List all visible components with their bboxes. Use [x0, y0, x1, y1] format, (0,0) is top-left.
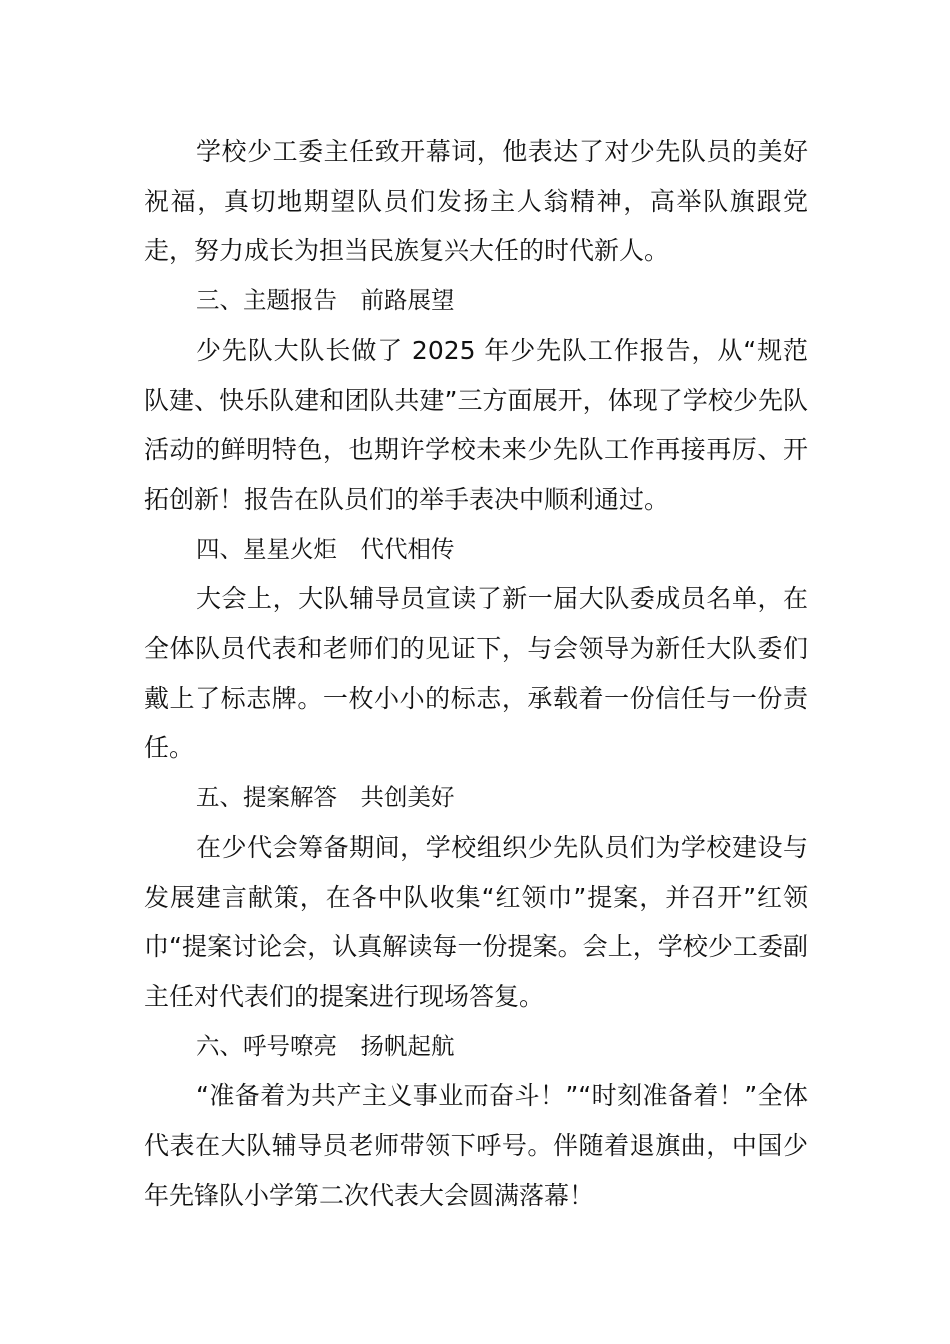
paragraph-work-report: 少先队大队长做了 2025 年少先队工作报告，从“规范队建、快乐队建和团队共建”三方面展开，体现了学校少先队活动的鲜明特色，也期许学校未来少先队工作再接再厉、开拓创新！报告在队员们的举手表决中顺利通过。 [144, 335, 808, 514]
paragraph-proposals: 在少代会筹备期间，学校组织少先队员们为学校建设与发展建言献策，在各中队收集“红领巾”提案，并召开”红领巾“提案讨论会，认真解读每一份提案。会上，学校少工委副主任对代表们的提案进行现场答复。 [144, 832, 808, 1011]
section-heading-3: 三、主题报告 前路展望 [196, 286, 455, 315]
paragraph-new-committee: 大会上，大队辅导员宣读了新一届大队委成员名单，在全体队员代表和老师们的见证下，与会领导为新任大队委们戴上了标志牌。一枚小小的标志，承载着一份信任与一份责任。 [144, 584, 808, 763]
paragraph-opening-speech: 学校少工委主任致开幕词，他表达了对少先队员的美好祝福，真切地期望队员们发扬主人翁精神，高举队旗跟党走，努力成长为担当民族复兴大任的时代新人。 [144, 137, 808, 266]
paragraph-closing: “准备着为共产主义事业而奋斗！”“时刻准备着！”全体代表在大队辅导员老师带领下呼号。伴随着退旗曲，中国少年先锋队小学第二次代表大会圆满落幕！ [144, 1081, 808, 1210]
section-heading-6: 六、呼号嘹亮 扬帆起航 [196, 1031, 455, 1060]
section-heading-5: 五、提案解答 共创美好 [196, 783, 455, 812]
document-body [144, 127, 808, 1220]
section-heading-4: 四、星星火炬 代代相传 [196, 534, 455, 563]
